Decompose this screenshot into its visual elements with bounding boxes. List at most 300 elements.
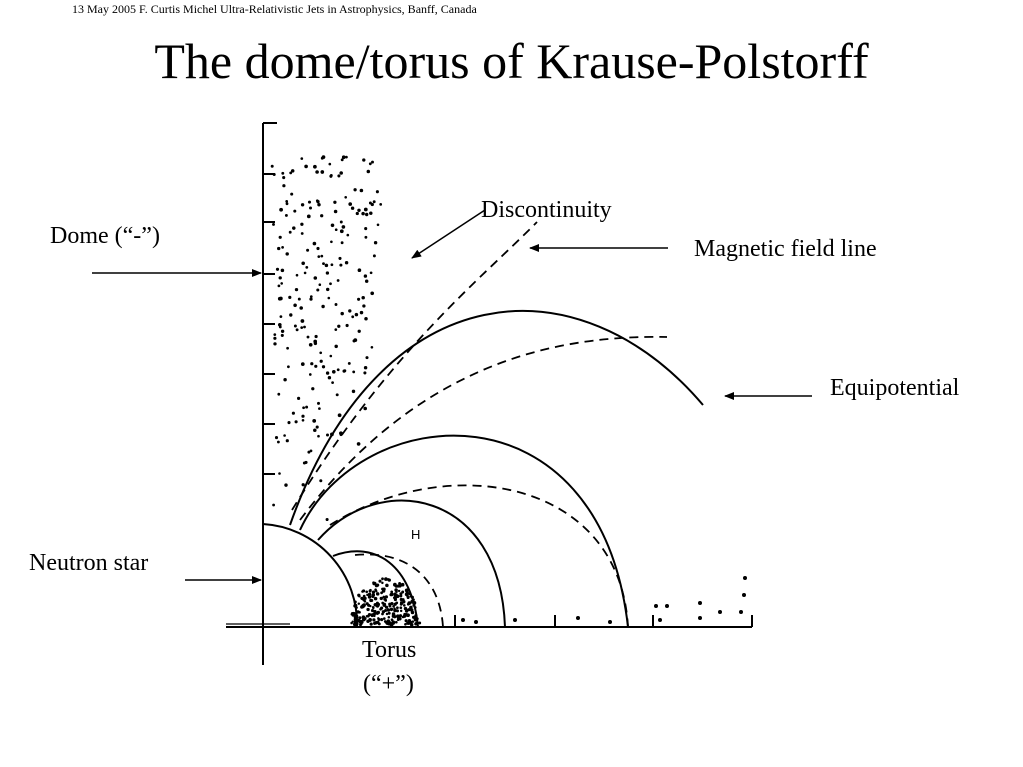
torus-dot: [377, 618, 380, 621]
dome-dot: [279, 326, 282, 329]
dome-dot: [307, 336, 310, 339]
dome-dot: [329, 282, 332, 285]
dome-dot: [327, 297, 330, 300]
dome-dot: [309, 373, 312, 376]
dome-dot: [333, 201, 336, 204]
dome-dot: [374, 241, 377, 244]
dome-dot: [357, 298, 360, 301]
dome-dot: [281, 269, 285, 273]
dome-dot: [314, 365, 317, 368]
dome-dot: [301, 415, 304, 418]
dome-dot: [278, 472, 281, 475]
dome-dot: [371, 161, 374, 164]
dome-dot: [361, 296, 364, 299]
torus-dot: [396, 585, 399, 588]
torus-dot: [410, 608, 414, 612]
dome-dot: [273, 337, 276, 340]
dome-dot: [326, 371, 329, 374]
dome-dot: [317, 203, 320, 206]
torus-dot: [366, 602, 369, 605]
torus-dot: [385, 606, 388, 609]
dome-dot: [345, 261, 348, 264]
torus-dot: [372, 593, 375, 596]
dome-dot: [346, 234, 349, 237]
dome-dot: [301, 203, 304, 206]
torus-dot: [395, 621, 398, 624]
dome-dot: [365, 356, 368, 359]
torus-dot: [370, 599, 373, 602]
dome-dot: [367, 170, 371, 174]
torus-dot: [388, 616, 391, 619]
dome-dot: [334, 345, 337, 348]
dome-dot: [319, 351, 322, 354]
field-line-curves: [292, 222, 667, 627]
dome-dot: [330, 240, 333, 243]
dome-dot: [348, 202, 352, 206]
dome-dot: [331, 381, 334, 384]
torus-dot: [376, 592, 380, 596]
dome-dot: [356, 212, 359, 215]
dome-dot: [279, 236, 282, 239]
dome-dot: [279, 297, 283, 301]
torus-dot: [405, 589, 409, 593]
dome-dot: [281, 334, 284, 337]
dome-dot: [293, 210, 296, 213]
dome-dot: [331, 263, 334, 266]
dome-dot: [309, 206, 312, 209]
dome-dot: [313, 165, 317, 169]
dome-dot: [315, 170, 319, 174]
torus-dot: [368, 593, 371, 596]
dome-dot: [301, 319, 305, 323]
torus-dot: [395, 601, 398, 604]
dome-dot: [317, 435, 320, 438]
torus-dot: [380, 597, 383, 600]
dome-dot: [316, 288, 319, 291]
torus-dot: [385, 584, 389, 588]
torus-dot: [376, 612, 379, 615]
torus-label: Torus: [362, 637, 417, 663]
dome-dot: [294, 325, 297, 328]
dome-dot: [293, 304, 297, 308]
dome-dot: [360, 189, 364, 193]
torus-dot: [372, 590, 375, 593]
torus-dot: [355, 622, 358, 625]
torus-dot: [396, 606, 399, 609]
torus-dot: [393, 583, 397, 587]
dome-dot: [338, 257, 341, 260]
dome-dot: [339, 431, 343, 435]
dome-dot: [336, 393, 339, 396]
torus-dot: [405, 613, 408, 616]
dome-dot: [362, 304, 365, 307]
dome-dot: [305, 266, 308, 269]
dome-dot: [285, 252, 288, 255]
dome-dot: [369, 211, 372, 214]
dome-dot: [330, 174, 333, 177]
dome-dot: [320, 360, 323, 363]
dome-dot: [285, 200, 288, 203]
dome-dot: [308, 201, 311, 204]
torus-dot: [387, 578, 390, 581]
dome-dot: [363, 407, 367, 411]
dome-dot: [373, 254, 376, 257]
dome-dot: [273, 342, 276, 345]
equipotential-curves: [290, 311, 703, 627]
dome-dot: [300, 326, 303, 329]
dome-dot: [316, 200, 319, 203]
dome-dot: [342, 225, 346, 229]
dome-dot: [343, 370, 346, 373]
dome-dot: [282, 184, 285, 187]
dome-dot: [301, 232, 304, 235]
dome-dot: [272, 223, 275, 226]
dome-dot: [358, 330, 361, 333]
torus-dot: [373, 582, 377, 586]
dome-dot: [273, 333, 276, 336]
torus-dot: [392, 612, 395, 615]
dome-dot: [281, 246, 284, 249]
torus-dot: [407, 603, 410, 606]
dome-dot: [318, 407, 321, 410]
dome-dot: [280, 315, 283, 318]
dome-dot: [363, 371, 366, 374]
torus-dot: [400, 598, 403, 601]
torus-dot: [374, 588, 377, 591]
dome-dots: [271, 155, 382, 521]
dome-dot: [320, 170, 324, 174]
torus-dot: [360, 622, 363, 625]
dome-dot: [275, 436, 278, 439]
dome-dot: [298, 298, 301, 301]
dome-dot: [371, 346, 374, 349]
dome-dot: [319, 479, 322, 482]
dome-dot: [338, 413, 342, 417]
dome-dot: [353, 188, 356, 191]
discontinuity-arrow: [412, 210, 485, 258]
dome-dot: [271, 165, 274, 168]
dome-dot: [370, 291, 374, 295]
dome-dot: [353, 338, 357, 342]
dome-dot: [326, 271, 329, 274]
dome-dot: [379, 203, 382, 206]
torus-sign-label: (“+”): [363, 671, 414, 697]
dome-dot: [292, 226, 295, 229]
torus-dot: [400, 610, 402, 612]
equipotential-label: Equipotential: [830, 375, 960, 401]
dome-dot: [303, 326, 306, 329]
slide-title: The dome/torus of Krause-Polstorff: [154, 33, 869, 89]
dome-dot: [316, 247, 319, 250]
torus-dot: [367, 615, 370, 618]
torus-dot: [409, 595, 411, 597]
discontinuity-label: Discontinuity: [481, 197, 612, 223]
torus-dot: [351, 612, 354, 615]
torus-dot: [390, 608, 393, 611]
dome-dot: [319, 283, 322, 286]
dome-dot: [290, 193, 293, 196]
dome-dot: [364, 366, 367, 369]
dome-dot: [362, 158, 365, 161]
dome-dot: [286, 347, 289, 350]
dome-dot: [341, 158, 344, 161]
dome-dot: [297, 397, 300, 400]
dome-dot: [331, 224, 335, 228]
torus-dot: [408, 619, 411, 622]
torus-dot: [392, 605, 395, 608]
torus-dot: [374, 597, 378, 601]
torus-dot: [398, 582, 401, 585]
torus-dot: [419, 622, 421, 624]
torus-dot: [401, 583, 405, 587]
torus-dot: [399, 606, 402, 609]
dome-dot: [352, 390, 355, 393]
dome-dot: [364, 274, 367, 277]
dome-dot: [325, 264, 329, 268]
torus-dot: [393, 609, 397, 613]
dome-dot: [304, 165, 308, 169]
torus-dot: [391, 621, 395, 625]
torus-dot: [362, 589, 365, 592]
dome-dot: [322, 155, 326, 159]
dome-dot: [310, 295, 313, 298]
dome-dot: [311, 387, 314, 390]
dome-dot: [322, 365, 325, 368]
torus-dot: [352, 621, 354, 623]
dome-dot: [276, 268, 279, 271]
dome-dot: [364, 236, 367, 239]
dome-dot: [351, 315, 354, 318]
dome-dot: [300, 157, 303, 160]
dome-dot: [351, 206, 354, 209]
torus-dot: [372, 613, 375, 616]
torus-dot: [382, 610, 385, 613]
dome-dot: [310, 450, 313, 453]
dome-dot: [291, 169, 295, 173]
dome-dot: [328, 163, 331, 166]
neutron-star-label: Neutron star: [29, 550, 149, 576]
h-marker: H: [411, 527, 421, 542]
dome-dot: [346, 324, 349, 327]
neutron-star-shape: [263, 524, 357, 627]
dome-dot: [340, 229, 344, 233]
dome-dot: [373, 200, 376, 203]
dome-dot: [289, 231, 292, 234]
dome-dot: [371, 203, 374, 206]
dome-dot: [302, 406, 305, 409]
torus-dot: [415, 621, 418, 624]
torus-dot: [394, 594, 397, 597]
torus-dots: [350, 577, 421, 627]
dome-dot: [314, 276, 318, 280]
torus-dot: [358, 616, 361, 619]
torus-dot: [383, 598, 386, 601]
torus-dot: [358, 602, 360, 604]
dome-dot: [279, 276, 282, 279]
torus-dot: [399, 594, 402, 597]
dome-dot: [296, 328, 299, 331]
dome-dot: [303, 461, 306, 464]
torus-dot: [354, 601, 357, 604]
torus-dot: [394, 588, 398, 592]
torus-dot: [382, 603, 386, 607]
dome-dot: [330, 433, 334, 437]
dome-dot: [307, 215, 311, 219]
dome-dot: [320, 214, 323, 217]
torus-dot: [387, 608, 390, 611]
dome-dot: [301, 262, 305, 266]
dome-dot: [283, 434, 286, 437]
dome-dot: [313, 340, 317, 344]
dome-dot: [300, 223, 303, 226]
torus-dot: [366, 608, 369, 611]
dome-dot: [312, 419, 316, 423]
dome-dot: [295, 420, 298, 423]
torus-dot: [382, 589, 385, 592]
dome-dot: [283, 378, 286, 381]
torus-dot: [376, 602, 379, 605]
dome-dot: [304, 272, 307, 275]
dome-dot: [305, 406, 308, 409]
torus-dot: [396, 614, 400, 618]
torus-dot: [407, 596, 410, 599]
torus-dot: [391, 618, 394, 621]
dome-dot: [334, 210, 338, 214]
dome-dot: [273, 173, 276, 176]
dome-dot: [348, 309, 351, 312]
dome-dot: [365, 213, 368, 216]
torus-dot: [369, 619, 372, 622]
dome-dot: [281, 330, 284, 333]
torus-dot: [401, 591, 404, 594]
dome-dot: [326, 288, 329, 291]
dome-dot: [295, 288, 298, 291]
dome-dot: [321, 305, 324, 308]
dome-dot: [279, 208, 283, 212]
dome-dot: [335, 228, 338, 231]
dome-dot: [310, 362, 313, 365]
dome-dot: [281, 172, 284, 175]
torus-dot: [358, 595, 361, 598]
torus-dot: [369, 589, 372, 592]
torus-dot: [365, 590, 368, 593]
dome-dot: [320, 255, 323, 258]
dome-dot: [302, 483, 305, 486]
dome-dot: [287, 365, 290, 368]
dome-dot: [365, 279, 368, 282]
dome-dot: [317, 255, 320, 258]
dome-dot: [277, 393, 280, 396]
dome-dot: [309, 297, 312, 300]
dome-dot: [288, 296, 291, 299]
torus-dot: [362, 615, 365, 618]
dome-dot: [296, 274, 299, 277]
dome-dot: [287, 421, 290, 424]
dome-dot: [377, 224, 380, 227]
torus-dot: [394, 598, 397, 601]
torus-dot: [380, 618, 383, 621]
torus-dot: [388, 605, 391, 608]
dome-dot: [280, 282, 283, 285]
torus-dot: [372, 606, 374, 608]
dome-label: Dome (“-”): [50, 223, 160, 249]
torus-dot: [362, 599, 365, 602]
dome-dot: [364, 227, 367, 230]
torus-dot: [370, 623, 373, 626]
dome-dot: [339, 264, 342, 267]
dome-dot: [352, 371, 355, 374]
dome-dot: [339, 171, 343, 175]
dome-dot: [358, 268, 362, 272]
dome-dot: [306, 249, 309, 252]
dome-dot: [272, 504, 275, 507]
dome-dot: [326, 434, 329, 437]
torus-dot: [358, 611, 361, 614]
torus-dot: [355, 614, 359, 618]
torus-dot: [413, 601, 417, 605]
dome-dot: [313, 242, 317, 246]
dome-dot: [322, 262, 325, 265]
dome-dot: [357, 209, 360, 212]
dome-dot: [337, 325, 340, 328]
torus-dot: [398, 590, 400, 592]
torus-dot: [372, 618, 375, 621]
dome-dot: [348, 362, 351, 365]
dome-dot: [313, 429, 317, 433]
dome-dot: [361, 212, 365, 216]
torus-dot: [355, 606, 358, 609]
dome-dot: [286, 439, 289, 442]
torus-dot: [375, 622, 377, 624]
torus-dot: [403, 604, 406, 607]
dome-dot: [364, 208, 368, 212]
dome-dot: [344, 196, 347, 199]
dome-dot: [315, 335, 318, 338]
torus-dot: [378, 580, 381, 583]
dome-dot: [345, 156, 348, 159]
torus-dot: [383, 617, 386, 620]
torus-dot: [381, 582, 383, 584]
torus-dot: [400, 601, 403, 604]
torus-dot: [389, 593, 392, 596]
dome-dot: [370, 271, 373, 274]
dome-dot: [376, 190, 379, 193]
dome-dot: [355, 313, 359, 317]
magnetic-field-line-label: Magnetic field line: [694, 236, 877, 262]
dome-dot: [317, 402, 320, 405]
torus-dot: [363, 605, 366, 608]
dome-dot: [285, 214, 288, 217]
torus-dot: [380, 607, 383, 610]
torus-dot: [378, 622, 381, 625]
dome-dot: [301, 362, 305, 366]
slide-header: 13 May 2005 F. Curtis Michel Ultra-Relativistic Jets in Astrophysics, Banff, Canada: [72, 2, 477, 16]
dome-dot: [278, 285, 281, 288]
dome-dot: [330, 355, 333, 358]
dome-dot: [299, 306, 303, 310]
torus-dot: [388, 612, 391, 615]
torus-dot: [390, 591, 393, 594]
torus-dot: [360, 597, 363, 600]
dome-dot: [340, 312, 343, 315]
dome-dot: [316, 426, 319, 429]
dome-dot: [328, 376, 331, 379]
dome-dot: [337, 368, 340, 371]
dome-dot: [282, 176, 285, 179]
dome-dot: [292, 412, 295, 415]
dome-dot: [334, 328, 337, 331]
torus-dot: [414, 614, 417, 617]
